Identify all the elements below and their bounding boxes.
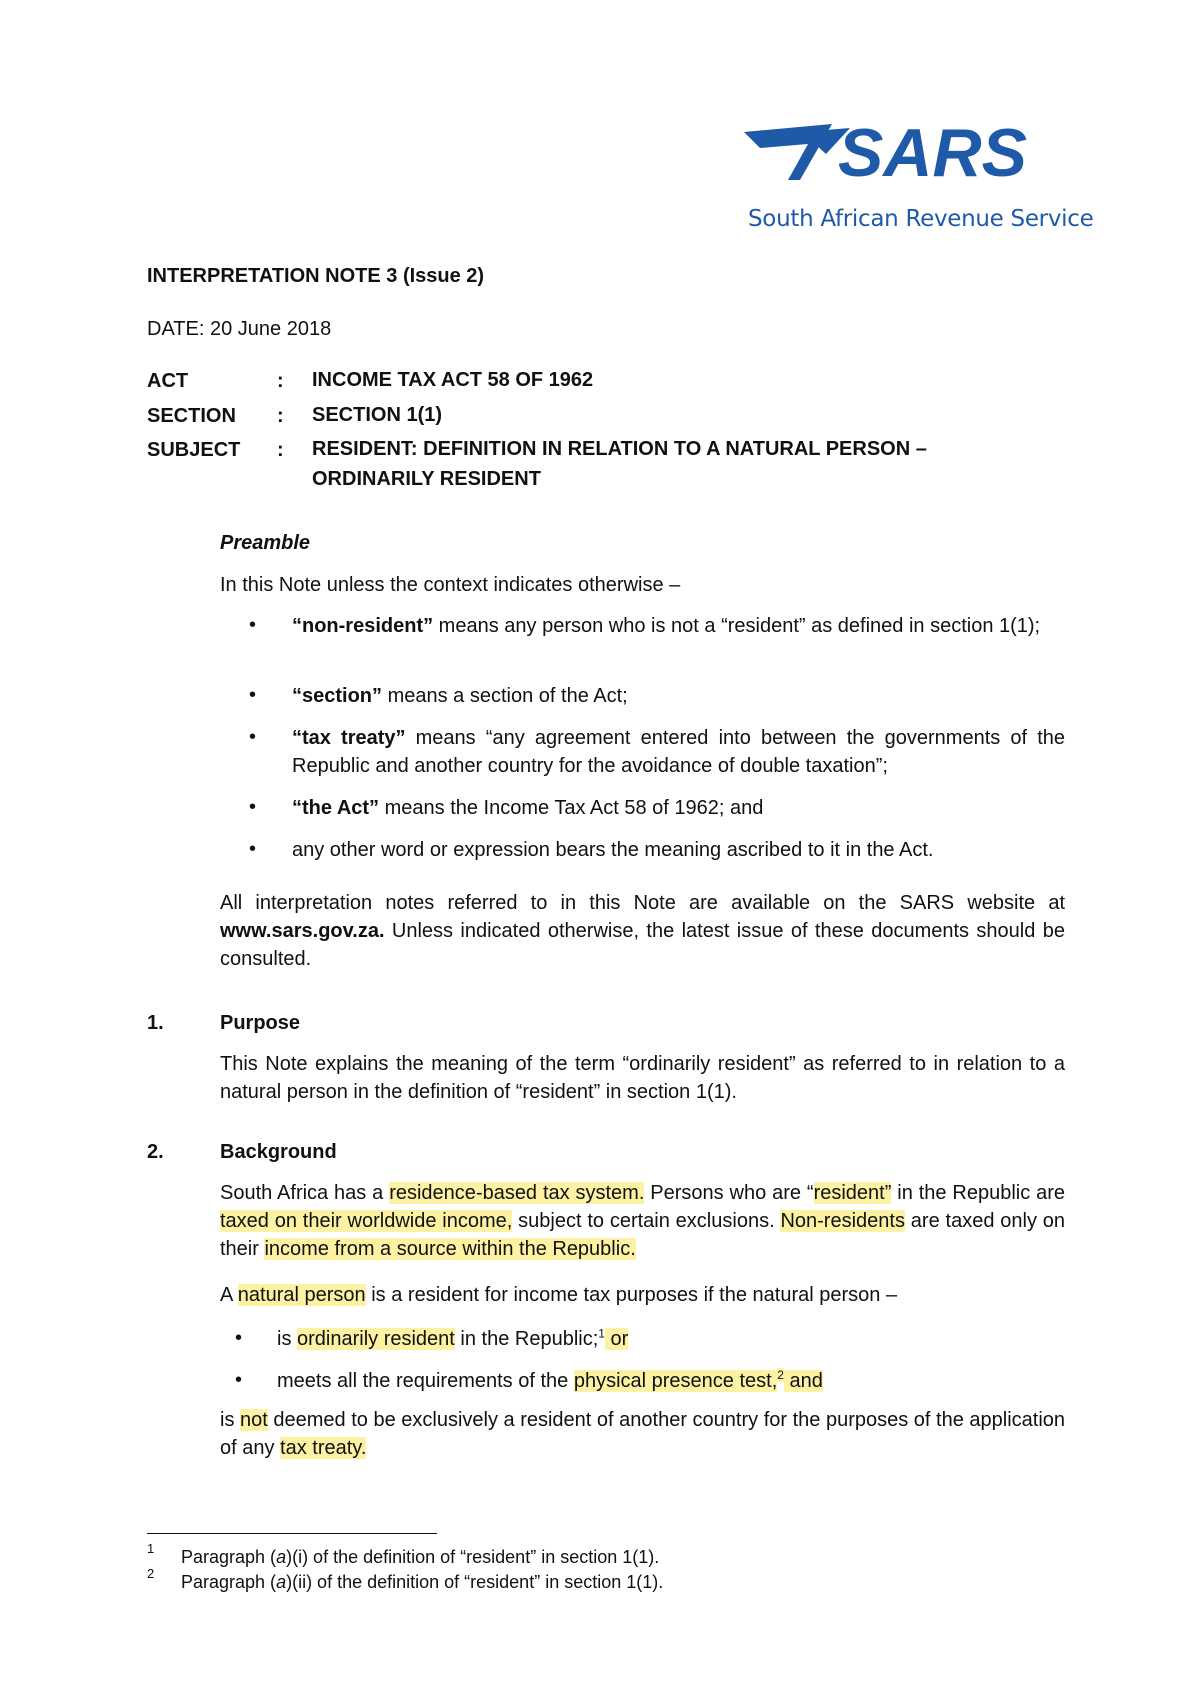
footnote-ref[interactable]: 2 [777, 1368, 784, 1383]
footnote-ref[interactable]: 1 [598, 1326, 605, 1341]
highlight: physical presence test, [573, 1370, 778, 1392]
section-2-paragraph-3 [220, 1406, 1065, 1462]
text: is [277, 1328, 297, 1350]
document-title: INTERPRETATION NOTE 3 (Issue 2) [147, 265, 485, 287]
footnote-number: 1 [147, 1541, 155, 1556]
section-1-number: 1. [147, 1012, 164, 1034]
definition: any other word or expression bears the meaning ascribed to it in the Act. [292, 839, 934, 861]
text: subject to certain exclusions. [512, 1210, 781, 1232]
text: is [220, 1409, 241, 1431]
highlight: natural person [237, 1284, 366, 1306]
highlight: taxed on their worldwide income, [220, 1210, 513, 1232]
text: South Africa has a [220, 1182, 390, 1204]
section-2-bullet-2 [277, 1367, 1050, 1395]
highlight: ordinarily resident [297, 1328, 455, 1350]
sars-logo-mark [740, 118, 1070, 198]
section-2-paragraph-1 [220, 1179, 1065, 1263]
meta-act-label: ACT [147, 370, 189, 392]
term: “non-resident” [292, 615, 434, 637]
meta-subject-value: RESIDENT: DEFINITION IN RELATION TO A NATURAL PERSON – ORDINARILY RESIDENT [312, 438, 927, 490]
section-2-heading: Background [220, 1141, 337, 1163]
text: )(i) of the definition of “resident” in section 1(1). [286, 1547, 660, 1567]
footnote-text [181, 1572, 663, 1593]
meta-act-value: INCOME TAX ACT 58 OF 1962 [312, 369, 594, 391]
preamble-item-3 [292, 724, 1065, 780]
highlight: Non-residents [780, 1210, 905, 1232]
logo-subtitle: South African Revenue Service [748, 206, 1094, 232]
highlight: residence-based tax system. [389, 1182, 645, 1204]
bullet-dot: • [249, 614, 257, 636]
preamble-item-1 [292, 612, 1065, 640]
definition: means “any agreement entered into between the governments of the Republic and another country for the avoidance of double taxation”; [292, 727, 1065, 777]
meta-colon: : [277, 405, 284, 427]
text: in the Republic; [454, 1328, 599, 1350]
text: Paragraph ( [181, 1572, 277, 1592]
note-text: All interpretation notes referred to in this Note are available on the SARS website at [220, 892, 1065, 914]
bullet-dot: • [249, 726, 257, 748]
footnote-number: 2 [147, 1566, 155, 1581]
text: a [276, 1547, 287, 1567]
term: “the Act” [292, 797, 380, 819]
text: Paragraph ( [181, 1547, 277, 1567]
text: )(ii) of the definition of “resident” in section 1(1). [286, 1572, 664, 1592]
highlight: or [604, 1328, 629, 1350]
term: “tax treaty” [292, 727, 406, 749]
preamble-note [220, 889, 1065, 973]
bullet-dot: • [235, 1369, 243, 1391]
section-2-number: 2. [147, 1141, 164, 1163]
section-2-paragraph-2 [220, 1284, 1065, 1307]
note-text: Unless indicated otherwise, the latest issue of these documents should be consulted. [220, 920, 1065, 970]
section-1-text: This Note explains the meaning of the term “ordinarily resident” as referred to in relation to a natural person in the definition of “resident” in section 1(1). [220, 1053, 1065, 1103]
text: are taxed only on their [220, 1210, 1066, 1260]
highlight: tax treaty. [280, 1437, 367, 1459]
definition: means a section of the Act; [382, 685, 628, 707]
highlight: income from a source within the Republic. [264, 1238, 636, 1260]
bullet-dot: • [249, 684, 257, 706]
logo-wordmark: SARS [838, 118, 1027, 191]
section-2-bullet-1 [277, 1325, 1050, 1353]
preamble-item-5 [292, 836, 1065, 864]
sars-website-link[interactable]: www.sars.gov.za. [220, 920, 385, 942]
text: in the Republic are [891, 1182, 1065, 1204]
highlight: resident” [813, 1182, 892, 1204]
preamble-heading: Preamble [220, 532, 311, 554]
term: “section” [292, 685, 383, 707]
meta-colon: : [277, 439, 284, 461]
preamble-intro: In this Note unless the context indicates otherwise – [220, 574, 681, 596]
preamble-item-4 [292, 794, 1065, 822]
meta-subject-label: SUBJECT [147, 439, 241, 461]
text: a [276, 1572, 287, 1592]
text: is a resident for income tax purposes if the natural person – [365, 1284, 898, 1306]
section-1-heading: Purpose [220, 1012, 301, 1034]
bullet-dot: • [249, 838, 257, 860]
meta-section-value: SECTION 1(1) [312, 404, 443, 426]
meta-colon: : [277, 370, 284, 392]
bullet-dot: • [235, 1327, 243, 1349]
document-date: DATE: 20 June 2018 [147, 318, 332, 340]
preamble-item-2 [292, 682, 1065, 710]
sars-logo [740, 118, 1094, 238]
definition: means the Income Tax Act 58 of 1962; and [379, 797, 764, 819]
meta-section-label: SECTION [147, 405, 236, 427]
definition: means any person who is not a “resident” as defined in section 1(1); [433, 615, 1041, 637]
footnote-separator [147, 1533, 437, 1534]
text: deemed to be exclusively a resident of another country for the purposes of the application of any [220, 1409, 1066, 1459]
text: meets all the requirements of the [277, 1370, 574, 1392]
highlight: not [240, 1409, 268, 1431]
highlight: and [783, 1370, 823, 1392]
text: Persons who are “ [644, 1182, 814, 1204]
footnote-text [181, 1547, 659, 1568]
bullet-dot: • [249, 796, 257, 818]
text: A [220, 1284, 238, 1306]
